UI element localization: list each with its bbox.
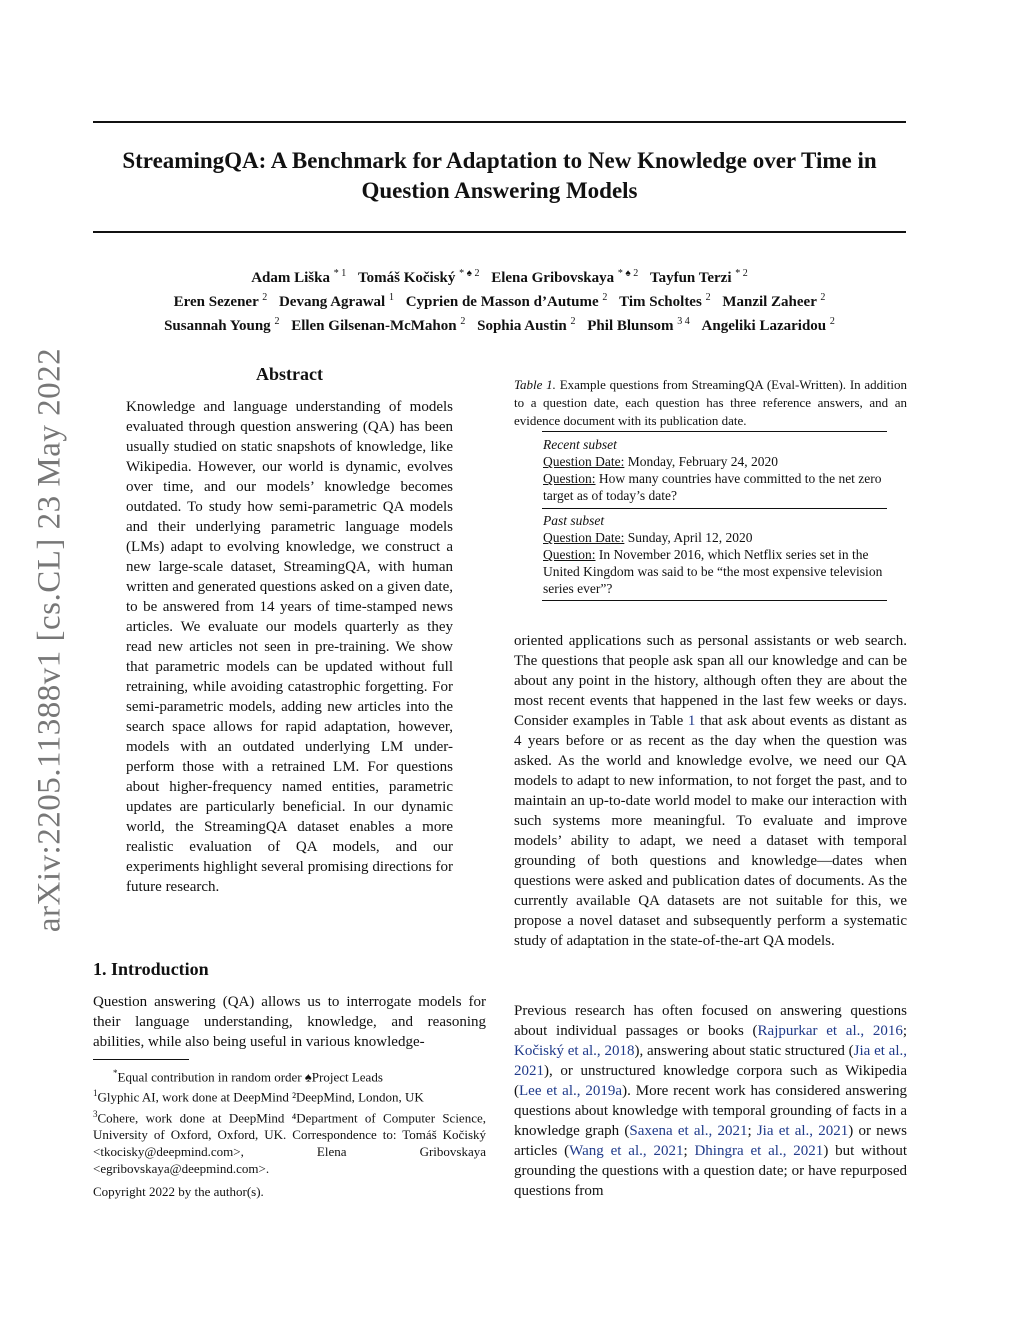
intro-paragraph: Previous research has often focused on answering questions about individual passages or books (Rajpurkar et al., 2016; Kočiský et al., 2018), answering about static structured (Jia et al., 2021), or unstructured knowledge corpora such as Wikipedia (Lee et al., 2019a). More recent work has considered answering questions about knowledge with temporal grounding of facts in a knowledge graph (Saxena et al., 2021; Jia et al., 2021) or news articles (Wang et al., 2021; Dhingra et al., 2021) but without grounding the questions with a question date; or have repurposed questions from (514, 1003, 907, 1199)
table-caption: Table 1. Example questions from StreamingQA (Eval-Written). In addition to a question date, each question has three reference answers, and an evidence document with its publication date. (514, 377, 908, 428)
author: Tomáš Kočiský $^{* ♠ 2}$ (358, 268, 480, 286)
author-row (93, 312, 906, 336)
question-date-row: Question Date: Sunday, April 12, 2020 (543, 530, 753, 545)
citation-link[interactable]: Saxena et al., 2021 (629, 1123, 748, 1139)
table-past-block (543, 512, 887, 597)
author-row (93, 264, 906, 288)
title-top-rule (93, 121, 906, 123)
citation-link[interactable]: Wang et al., 2021 (569, 1143, 684, 1159)
author: Phil Blunsom $^{3 4}$ (587, 316, 690, 334)
citation-link[interactable]: Jia et al., 2021 (514, 1043, 907, 1079)
citation-link[interactable]: Jia et al., 2021 (756, 1123, 849, 1139)
footnote: $^1$Glyphic AI, work done at DeepMind ²DeepMind, London, UK (93, 1088, 424, 1105)
author-row (93, 288, 906, 312)
citation-link[interactable]: Lee et al., 2019a (519, 1083, 623, 1099)
author: Sophia Austin $^2$ (477, 316, 576, 334)
title-bottom-rule (93, 231, 906, 233)
author: Manzil Zaheer $^2$ (722, 292, 826, 310)
author: Susannah Young $^2$ (164, 316, 280, 334)
footnotes (93, 1065, 486, 1177)
author: Angeliki Lazaridou $^2$ (701, 316, 835, 334)
table-label: Table 1. (514, 377, 556, 392)
table-reference-link[interactable]: 1 (687, 713, 696, 729)
arxiv-identifier: arXiv:2205.11388v1 [cs.CL] 23 May 2022 (31, 347, 68, 933)
intro-paragraph: Question answering (QA) allows us to interrogate models for their language understanding, knowledge, and reasoning abilities, while also being useful in various knowledge- (93, 994, 486, 1050)
citation-link[interactable]: Kočiský et al., 2018 (514, 1043, 635, 1059)
section-heading: 1. Introduction (93, 959, 209, 979)
author: Devang Agrawal $^1$ (278, 292, 394, 310)
author-list (93, 264, 906, 336)
author: Tim Scholtes $^2$ (619, 292, 711, 310)
question-row: Question: How many countries have committed to the net zero target as of today’s date? (543, 471, 882, 503)
citation-link[interactable]: Rajpurkar et al., 2016 (757, 1023, 903, 1039)
author: Ellen Gilsenan-McMahon $^2$ (291, 316, 466, 334)
question-row: Question: In November 2016, which Netflix series set in the United Kingdom was said to be “the most expensive television series ever”? (543, 547, 883, 596)
footnote: $^3$Cohere, work done at DeepMind ⁴Department of Computer Science, University of Oxford, Oxford, UK. Correspondence to: Tomáš Kočiský <tkocisky@deepmind.com>, Elena Gribovskaya <egribovskaya@deepmind.com>. (93, 1108, 486, 1176)
table-recent-block (543, 436, 887, 504)
intro-paragraph-continued: oriented applications such as personal assistants or web search. The questions that people ask span all our knowledge and can be about any point in the history, although often they are about the most recent events that happened in the last few weeks or days. Consider examples in Table 1 that ask about events as distant as 4 years before or as recent as the day when the question was asked. As the world and knowledge evolve, we need our QA models to adapt to new information, to not forget the past, and to maintain an up-to-date world model to make our interaction with such systems more meaningful. To evaluate and improve models’ ability to adapt, we need a dataset with temporal grounding of both questions and knowledge—dates when questions were asked and publication dates of documents. As the currently available QA datasets are not suitable for this, we propose a novel dataset and subsequently perform a systematic study of adaptation in the state-of-the-art QA models. (514, 633, 907, 949)
author: Tayfun Terzi $^{* 2}$ (649, 268, 748, 286)
table-mid-rule (542, 508, 887, 509)
paper-title: StreamingQA: A Benchmark for Adaptation to New Knowledge over Time in Question Answering Models (122, 148, 877, 203)
abstract-heading: Abstract (256, 364, 323, 384)
abstract-text: Knowledge and language understanding of models evaluated through question answering (QA) has been usually studied on static snapshots of knowledge, like Wikipedia. However, our world is dynamic, evolves over time, and our models’ knowledge becomes outdated. To study how semi-parametric QA models and their underlying parametric language models (LMs) adapt to evolving knowledge, we construct a new large-scale dataset, StreamingQA, with human written and generated questions asked on a given date, to be answered from 14 years of time-stamped news articles. We evaluate our models quarterly as they read new articles not seen in pre-training. We show that parametric models can be updated without full retraining, while avoiding catastrophic forgetting. For semi-parametric models, adding new articles into the search space allows for rapid adaptation, however, models with an outdated underlying LM under-perform those with a retrained LM. For questions about higher-frequency named entities, parametric updates are particularly beneficial. In our dynamic world, the StreamingQA dataset enables a more realistic evaluation of QA models, and our experiments highlight several promising directions for future research. (126, 399, 453, 895)
subset-label: Past subset (543, 513, 605, 528)
author: Adam Liška $^{* 1}$ (251, 268, 347, 286)
author: Eren Sezener $^2$ (173, 292, 268, 310)
footnote: *Equal contribution in random order ♠Project Leads (113, 1068, 383, 1085)
footnote-rule (93, 1059, 189, 1060)
table-bottom-rule (542, 600, 887, 601)
subset-label: Recent subset (543, 437, 617, 452)
table-top-rule (542, 431, 887, 432)
question-date-row: Question Date: Monday, February 24, 2020 (543, 454, 778, 469)
author: Elena Gribovskaya $^{* ♠ 2}$ (491, 268, 639, 286)
copyright-notice: Copyright 2022 by the author(s). (93, 1184, 264, 1199)
author: Cyprien de Masson d’Autume $^2$ (405, 292, 608, 310)
citation-link[interactable]: Dhingra et al., 2021 (694, 1143, 824, 1159)
